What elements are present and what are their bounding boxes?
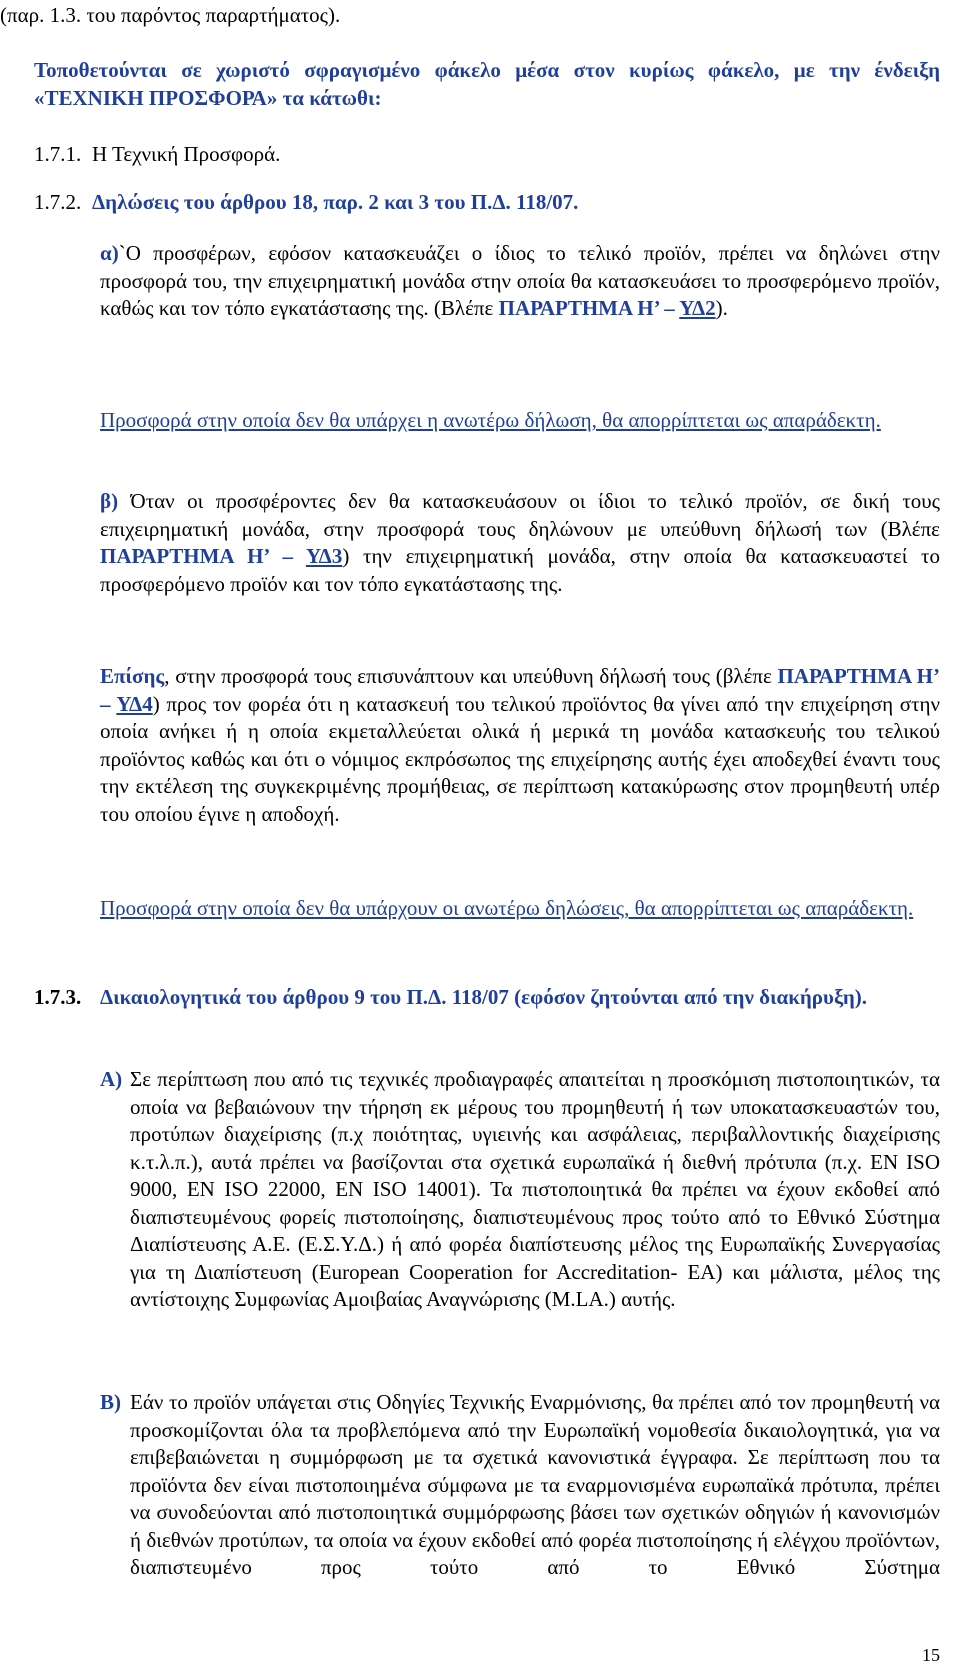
rejection-note-1: Προσφορά στην οποία δεν θα υπάρχει η ανωτέρω δήλωση, θα απορρίπτεται ως απαράδεκτη. <box>100 408 881 432</box>
paragraph-b-mark: β) <box>100 489 119 513</box>
subsection-a <box>100 1066 940 1314</box>
annex-reference: ΠΑΡΑΡΤΗΜΑ Η’ – <box>100 544 306 568</box>
item-number: 1.7.1. <box>34 142 82 166</box>
paragraph-b <box>100 488 940 598</box>
paragraph-a <box>100 240 940 323</box>
subsection-a-mark: Α) <box>100 1067 123 1091</box>
paragraph-also-lead: Επίσης <box>100 664 165 688</box>
paragraph-b-text: Όταν οι προσφέροντες δεν θα κατασκευάσουν οι ίδιοι το τελικό προϊόν, σε δική τους επιχειρηματική μονάδα, στην προσφορά τους δηλώνουν με υπεύθυνη δήλωσή των (Βλέπε <box>100 489 940 541</box>
paragraph-a-text: `Ο προσφέρων, εφόσον κατασκευάζει ο ίδιος το τελικό προϊόν, πρέπει να δηλώνει στην προσφορά του, την επιχειρηματική μονάδα στην οποία θα κατασκευάσει το προσφερόμενο προϊόν, καθώς και τον τόπο εγκατάστασης της. (Βλέπε <box>100 241 940 320</box>
item-number: 1.7.2. <box>34 190 82 214</box>
annex-reference: ΠΑΡΑΡΤΗΜΑ Η’ – <box>100 664 941 716</box>
page-number: 15 <box>922 1645 940 1665</box>
paragraph-a-tail: ). <box>715 296 728 320</box>
paragraph-also <box>100 663 940 828</box>
item-number: 1.7.3. <box>34 985 82 1009</box>
paragraph-also-tail: ) προς τον φορέα ότι η κατασκευή του τελικού προϊόντος θα γίνει από την επιχείρηση στην οποία ανήκει ή η οποία εκμεταλλεύεται ολικά ή μερικά τη μονάδα κατασκευής του τελικού προϊόντος καθώς και ότι ο νόμιμος εκπρόσωπος της επιχείρησης αυτής έχει αποδεχθεί έναντι τους την εκτέλεση της συγκεκριμένης προμήθειας, σε περίπτωση κατακύρωσης στον προμηθευτή υπέρ του οποίου έγινε η αποδοχή. <box>100 691 940 826</box>
subsection-b-mark: Β) <box>100 1390 121 1414</box>
annex-link-yd4[interactable]: ΥΔ4 <box>116 691 153 716</box>
paragraph-a-mark: α) <box>100 241 119 265</box>
item-1-7-3 <box>34 984 940 1012</box>
item-text: Δηλώσεις του άρθρου 18, παρ. 2 και 3 του Π.Δ. 118/07. <box>92 190 579 214</box>
rejection-note-2: Προσφορά στην οποία δεν θα υπάρχουν οι ανωτέρω δηλώσεις, θα απορρίπτεται ως απαράδεκτη. <box>100 896 914 920</box>
annex-link-yd2[interactable]: ΥΔ2 <box>679 296 716 320</box>
annex-link-yd3[interactable]: ΥΔ3 <box>305 544 343 568</box>
paragraph-also-text: , στην προσφορά τους επισυνάπτουν και υπεύθυνη δήλωσή τους (βλέπε <box>164 664 778 688</box>
subsection-a-text: Σε περίπτωση που από τις τεχνικές προδιαγραφές απαιτείται η προσκόμιση πιστοποιητικών, τα οποία να βεβαιώνουν την τήρηση εκ μέρους του προμηθευτή ή των υποκατασκευαστών του, προτύπων διαχείρισης (π.χ ποιότητας, υγιεινής και ασφάλειας, περιβαλλοντικής διαχείρισης κ.τ.λ.π.), αυτά πρέπει να βασίζονται στα σχετικά ευρωπαϊκά ή διεθνή πρότυπα (π.χ. EN ISO 9000, EN ISO 22000, EN ISO 14001). Τα πιστοποιητικά θα πρέπει να έχουν εκδοθεί από διαπιστευμένους φορείς πιστοποίησης, διαπιστευμένους προς τούτο από το Εθνικό Σύστημα Διαπίστευσης Α.Ε. (Ε.Σ.Υ.Δ.) ή από φορέα διαπίστευσης μέλος της Ευρωπαϊκής Συνεργασίας για τη Διαπίστευση (European Cooperation for Accreditation- EA) και μάλιστα, μέλος της αντίστοιχης Συμφωνίας Αμοιβαίας Αναγνώρισης (M.LA.) αυτής. <box>130 1067 940 1311</box>
continuation-line: (παρ. 1.3. του παρόντος παραρτήματος). <box>0 3 341 27</box>
annex-reference: ΠΑΡΑΡΤΗΜΑ Η’ – <box>498 296 680 320</box>
subsection-b <box>100 1389 940 1582</box>
item-text: Δικαιολογητικά του άρθρου 9 του Π.Δ. 118/07 (εφόσον ζητούνται από την διακήρυξη). <box>100 985 868 1009</box>
item-text: Η Τεχνική Προσφορά. <box>92 142 281 166</box>
intro-paragraph: Τοποθετούνται σε χωριστό σφραγισμένο φάκελο μέσα στον κυρίως φάκελο, με την ένδειξη «ΤΕΧΝΙΚΗ ΠΡΟΣΦΟΡΑ» τα κάτωθι: <box>34 58 940 110</box>
subsection-b-text: Εάν το προϊόν υπάγεται στις Οδηγίες Τεχνικής Εναρμόνισης, θα πρέπει από τον προμηθευτή να προσκομίζονται όλα τα προβλεπόμενα από την Ευρωπαϊκή νομοθεσία δικαιολογητικά, για να επιβεβαιώνεται η συμμόρφωση με τα σχετικά κανονιστικά έγγραφα. Σε περίπτωση που τα προϊόντα δεν είναι πιστοποιημένα σύμφωνα με τα εναρμονισμένα ευρωπαϊκά πρότυπα, πρέπει να συνοδεύονται από πιστοποιητικά συμμόρφωσης βάσει των σχετικών οδηγιών ή κανονισμών ή διεθνών προτύπων, τα οποία να έχουν εκδοθεί από φορέα πιστοποίησης ή ελέγχου προϊόντων, διαπιστευμένο προς τούτο από το Εθνικό Σύστημα <box>130 1390 940 1579</box>
paragraph-b-tail: ) την επιχειρηματική μονάδα, στην οποία θα κατασκευαστεί το προσφερόμενο προϊόν και τον τόπο εγκατάστασης της. <box>100 544 940 596</box>
